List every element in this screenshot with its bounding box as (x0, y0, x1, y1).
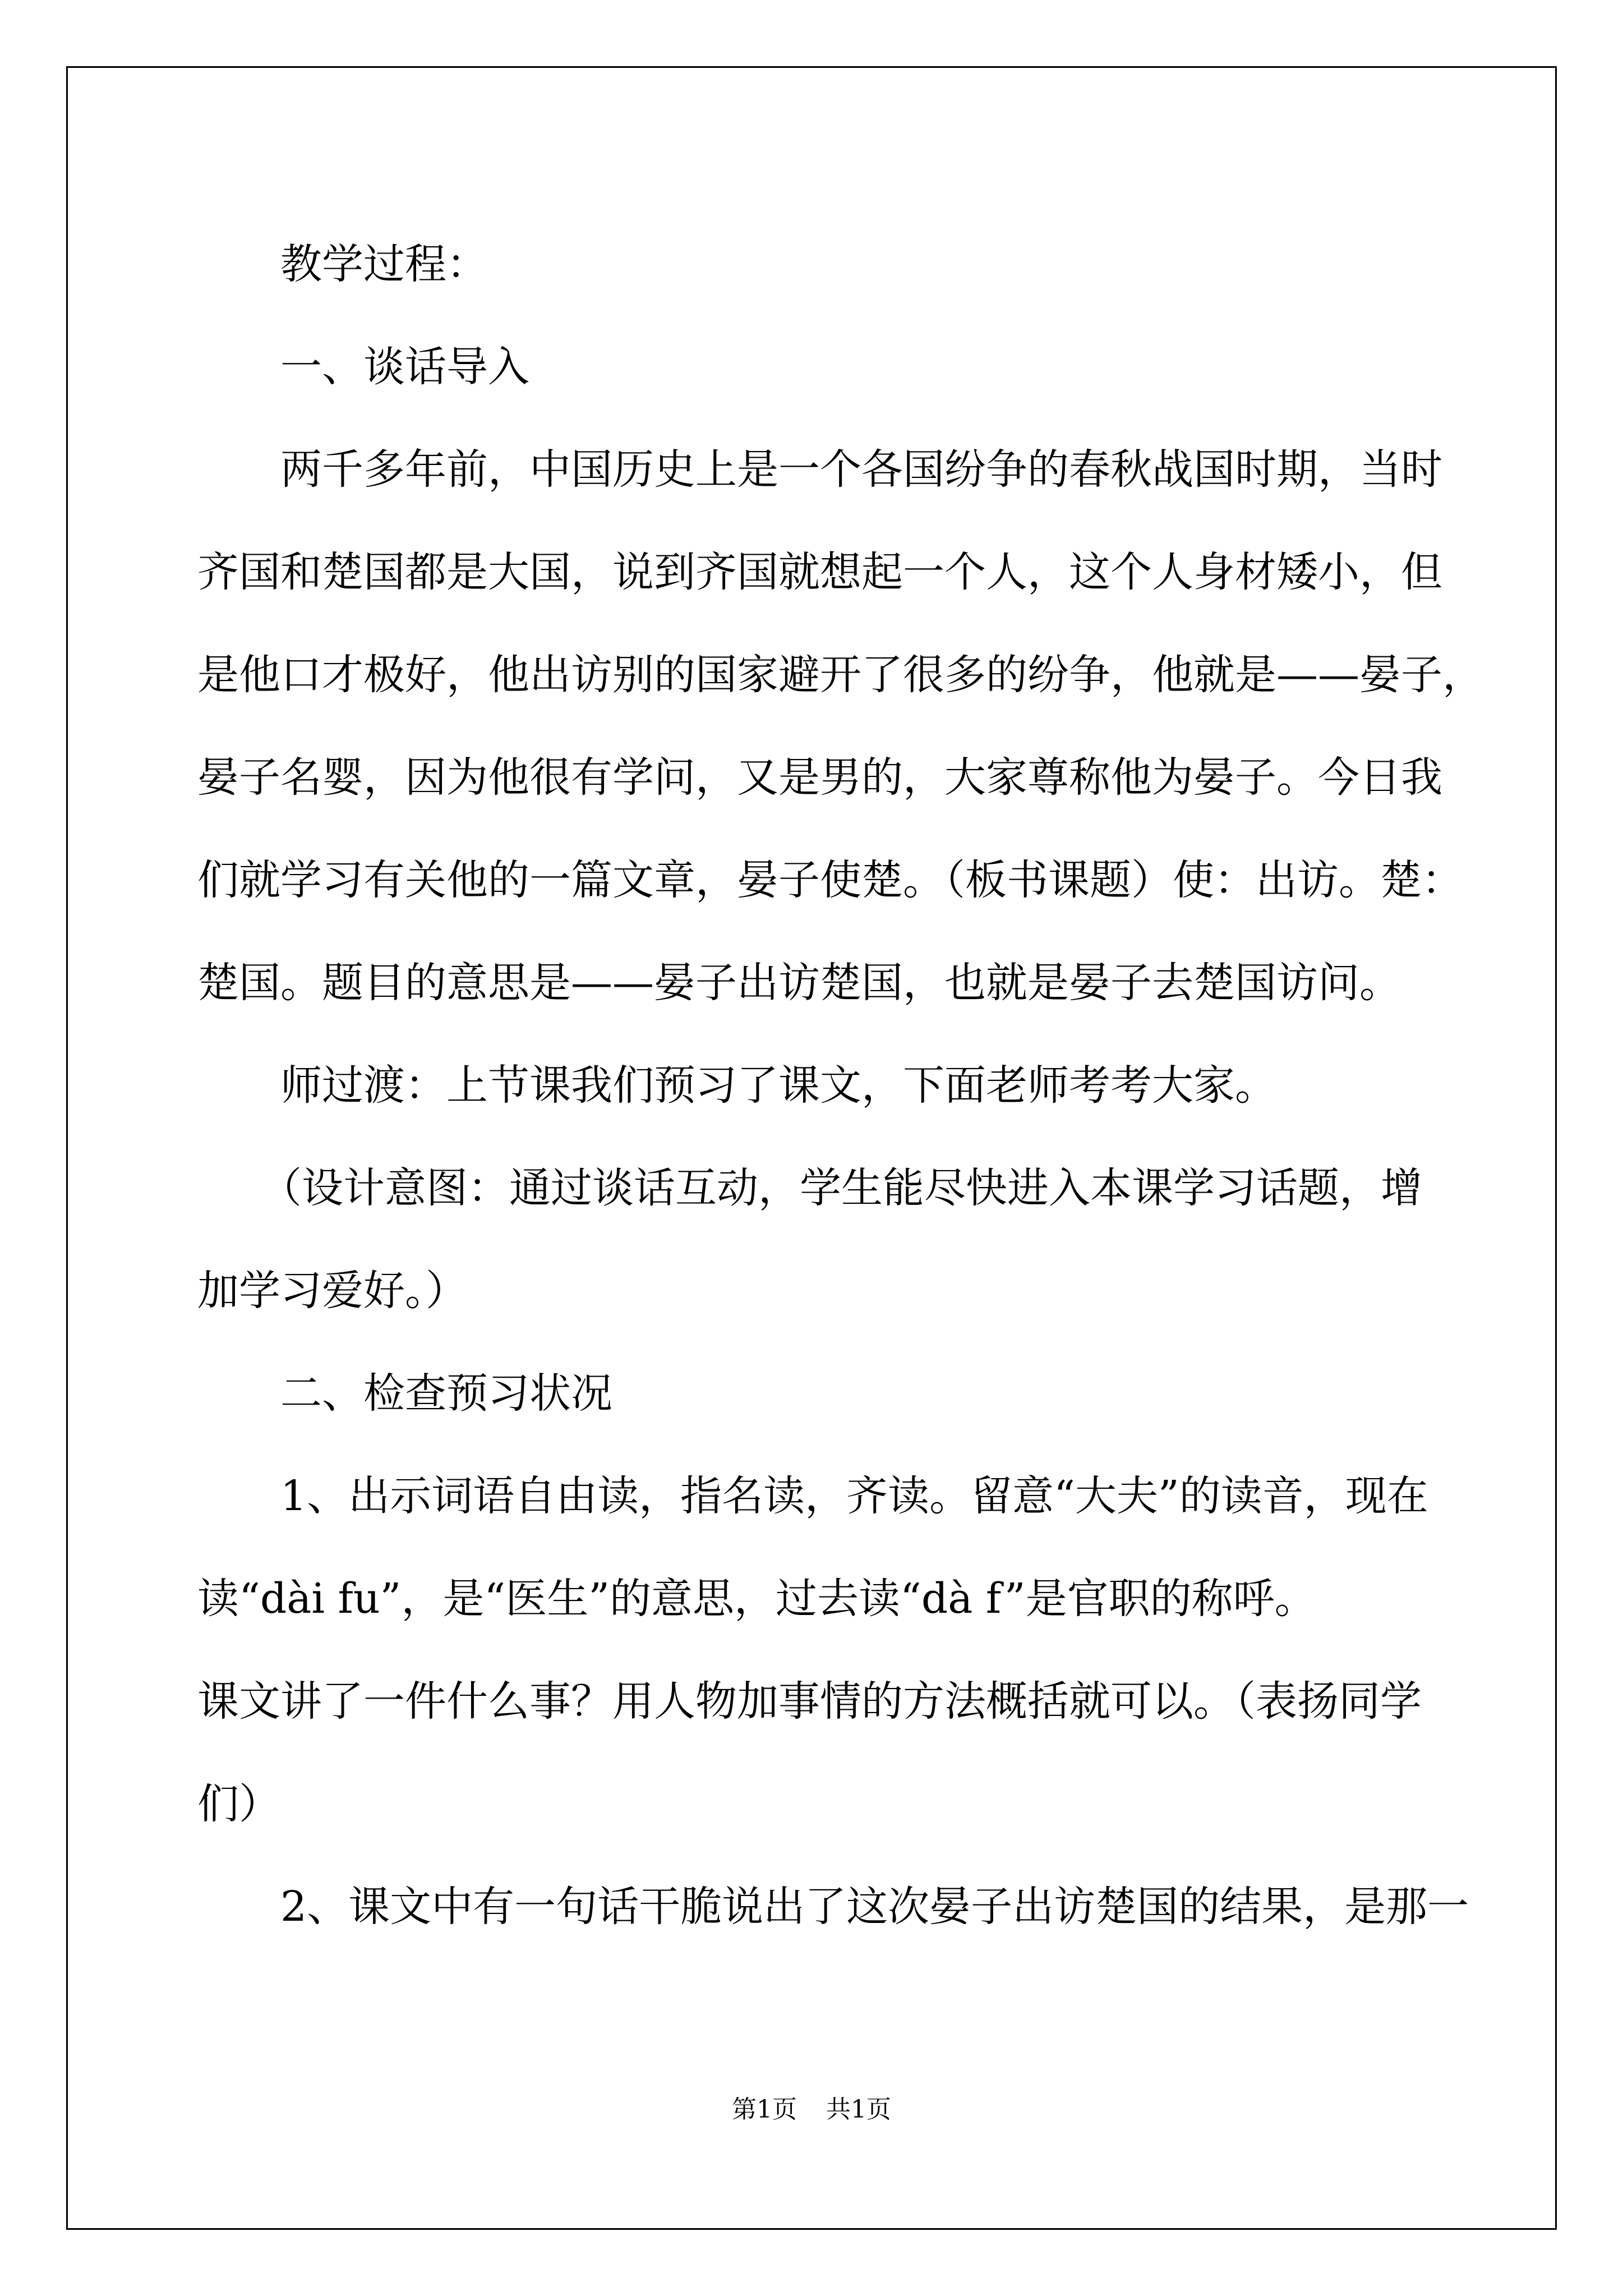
paragraph-line: 2、课文中有一句话干脆说出了这次晏子出访楚国的结果，是那一 (280, 1883, 1469, 1931)
section-heading-intro: 一、谈话导入 (280, 343, 529, 391)
paragraph-line: 晏子名婴，因为他很有学问，又是男的，大家尊称他为晏子。今日我 (197, 753, 1442, 802)
paragraph-line: 楚国。题目的意思是——晏子出访楚国，也就是晏子去楚国访问。 (197, 959, 1401, 1007)
paragraph-line: 读“dài fu”，是“医生”的意思，过去读“dà f”是官职的称呼。 (197, 1575, 1316, 1623)
paragraph-line: 齐国和楚国都是大国，说到齐国就想起一个人，这个人身材矮小，但 (197, 548, 1442, 596)
page-total: 共1页 (826, 2095, 891, 2124)
paragraph-line: 两千多年前，中国历史上是一个各国纷争的春秋战国时期，当时 (280, 445, 1442, 494)
design-note-line: 加学习爱好。） (197, 1267, 467, 1315)
page-footer (0, 2089, 1623, 2125)
paragraph-line: 课文讲了一件什么事？用人物加事情的方法概括就可以。（表扬同学 (197, 1677, 1422, 1726)
document-body (197, 213, 1484, 1958)
paragraph-line: 们） (197, 1780, 280, 1828)
heading-teaching-process: 教学过程： (280, 240, 488, 288)
section-heading-preview: 二、检查预习状况 (280, 1369, 612, 1418)
page-number: 第1页 (732, 2095, 797, 2124)
paragraph-line: 1、出示词语自由读，指名读，齐读。留意“大夫”的读音，现在 (280, 1472, 1428, 1520)
paragraph-line: 是他口才极好，他出访别的国家避开了很多的纷争，他就是——晏子， (197, 651, 1484, 699)
design-note-line: （设计意图：通过谈话互动，学生能尽快进入本课学习话题，增 (260, 1164, 1422, 1212)
paragraph-line: 们就学习有关他的一篇文章，晏子使楚。（板书课题）使：出访。楚： (197, 856, 1463, 904)
paragraph-line: 师过渡：上节课我们预习了课文，下面老师考考大家。 (280, 1061, 1276, 1110)
